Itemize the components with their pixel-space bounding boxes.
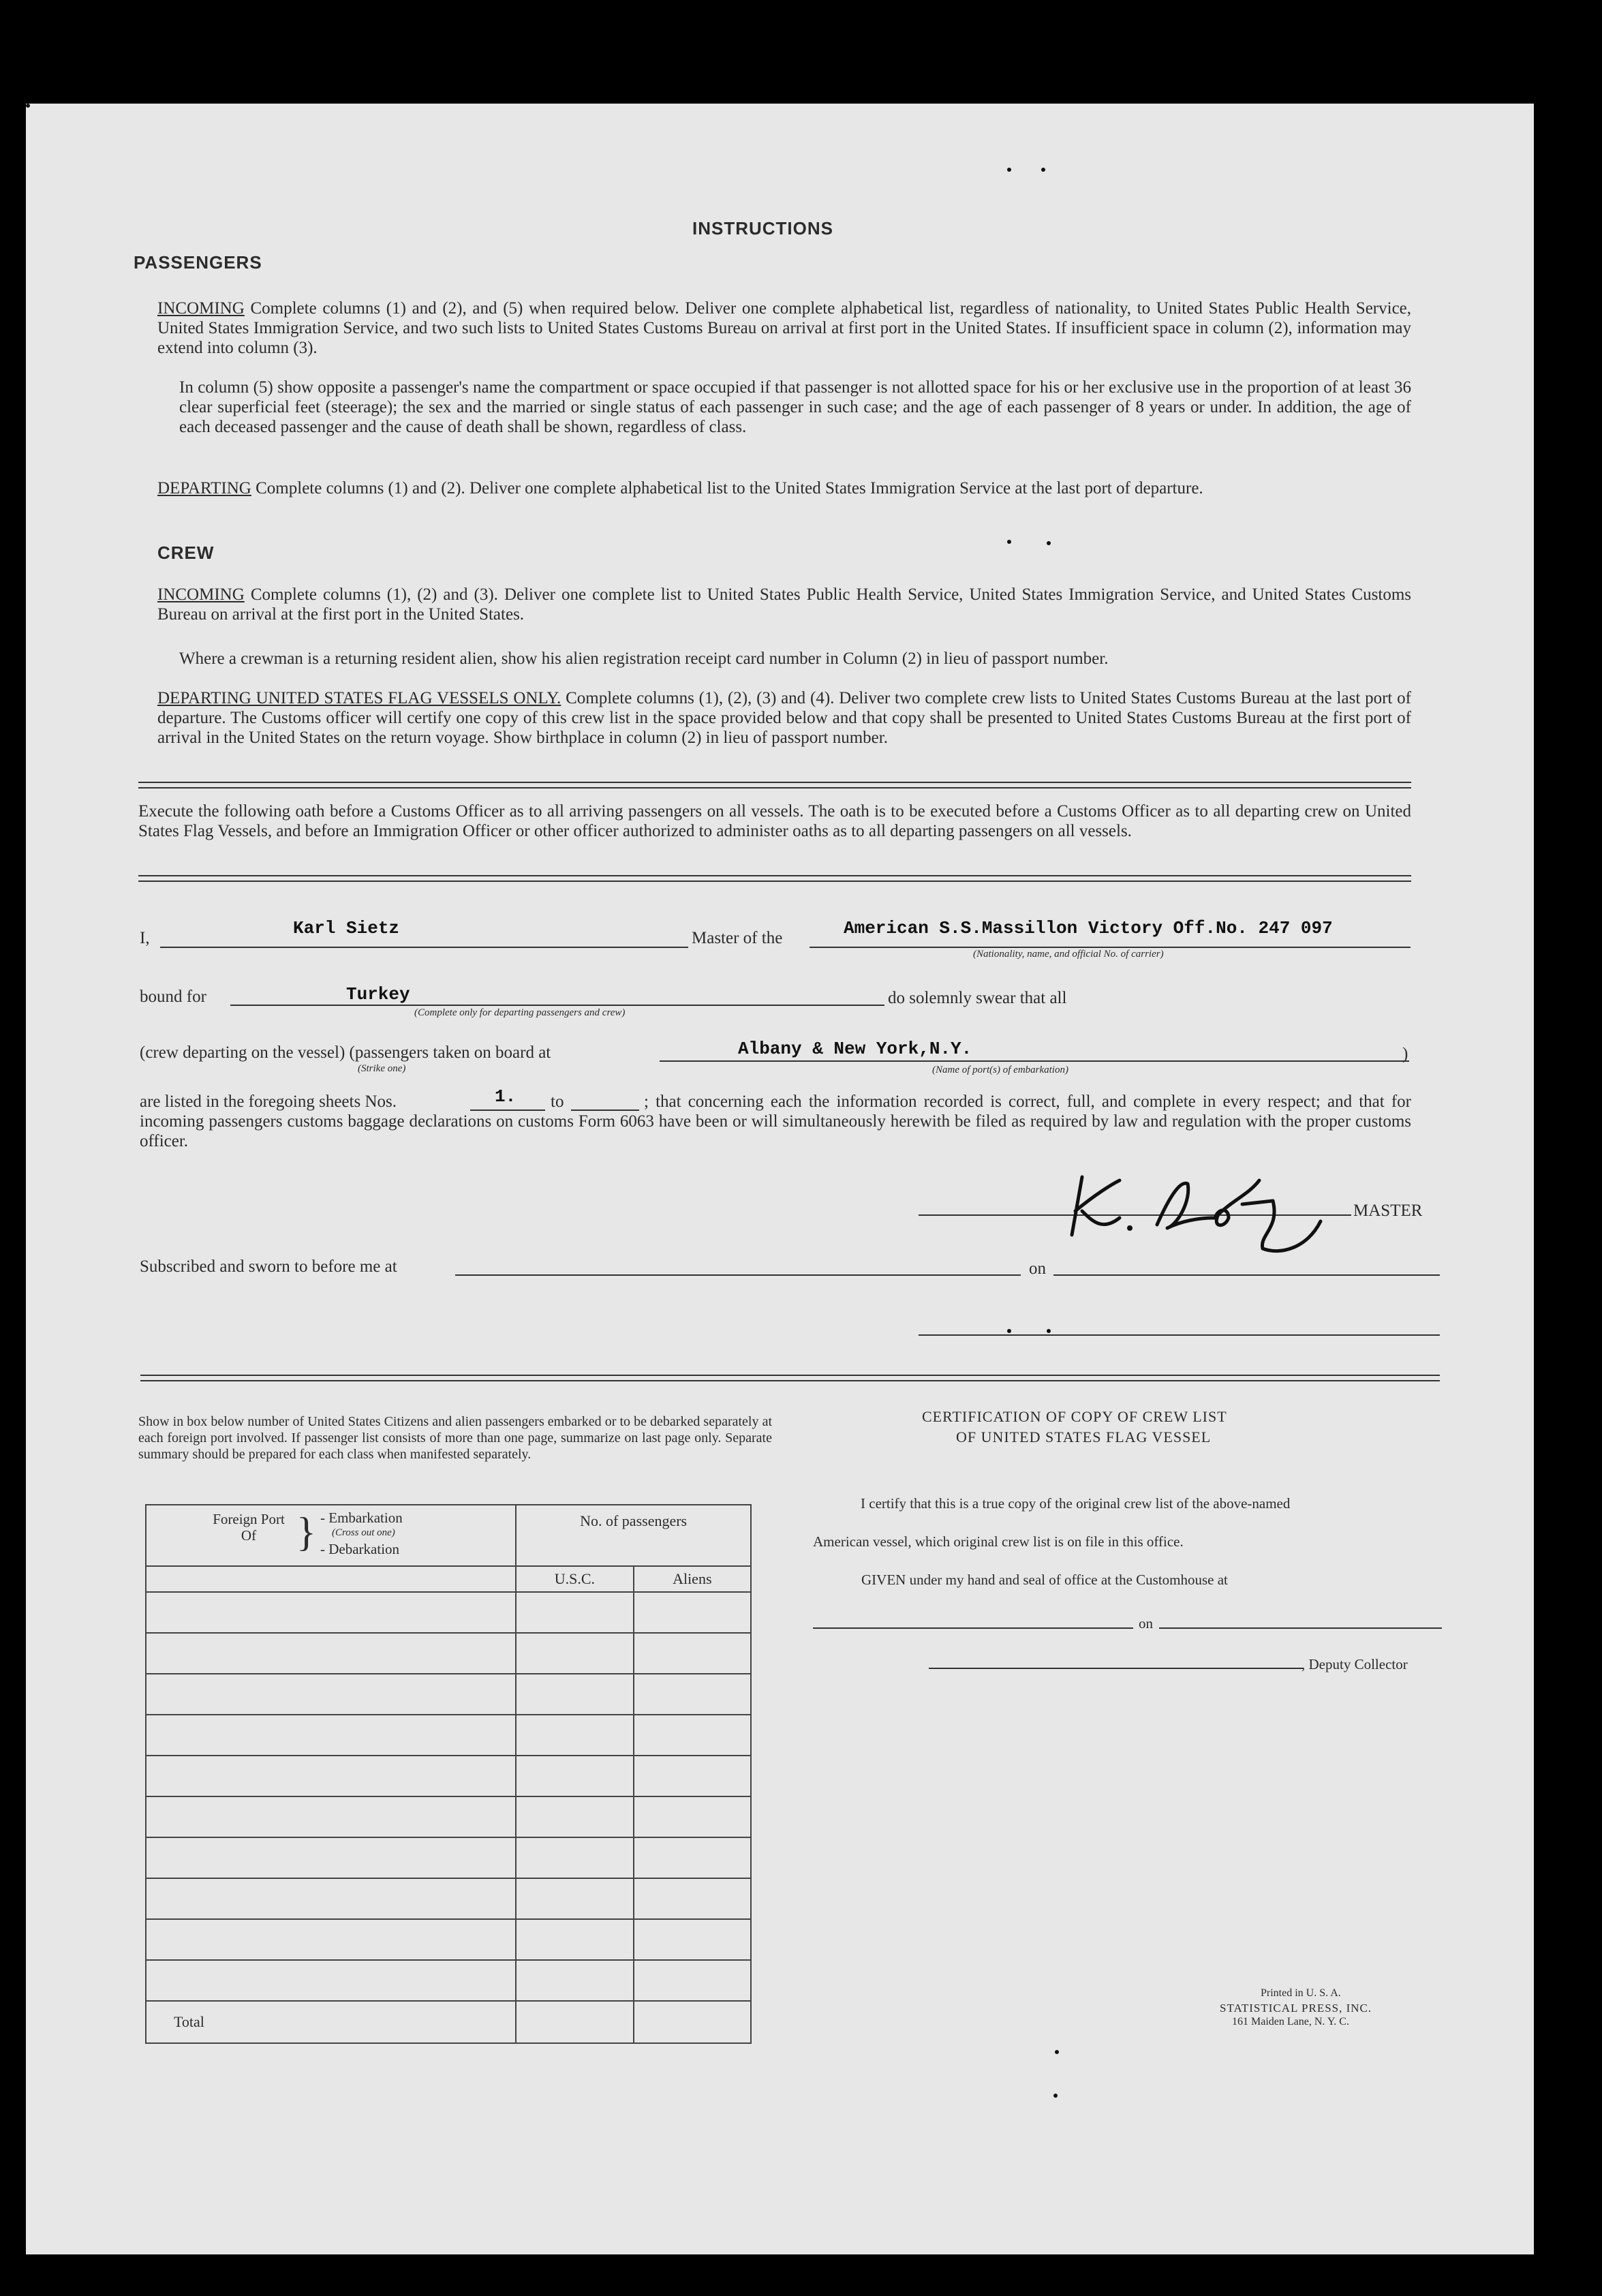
- usc-cell[interactable]: [516, 1715, 633, 1756]
- printer-line-1: Printed in U. S. A.: [1261, 1987, 1341, 1999]
- crew-incoming-label: INCOMING: [157, 585, 245, 604]
- swear-text: do solemnly swear that all: [888, 989, 1067, 1007]
- scan-speck: [1007, 168, 1011, 172]
- usc-cell[interactable]: [516, 1756, 633, 1796]
- crew-departing-label: DEPARTING UNITED STATES FLAG VESSELS ONLY.: [157, 689, 561, 707]
- certification-line-1: I certify that this is a true copy of the original crew list of the above-named: [861, 1495, 1291, 1512]
- to-label: to: [551, 1092, 564, 1111]
- crew-incoming-paragraph: [157, 585, 1411, 624]
- scan-speck: [1055, 2050, 1059, 2054]
- passengers-incoming-label: INCOMING: [157, 299, 245, 318]
- vessel-line: [810, 947, 1411, 948]
- foreign-port-of-label: Foreign Port Of: [213, 1511, 285, 1544]
- usc-total-cell[interactable]: [516, 2001, 633, 2043]
- usc-cell[interactable]: [516, 1837, 633, 1878]
- divider-2: [138, 875, 1411, 882]
- total-label: Total: [146, 2001, 516, 2043]
- destination-line: [230, 1005, 884, 1006]
- aliens-cell[interactable]: [634, 1633, 751, 1674]
- master-signature: [1055, 1153, 1327, 1255]
- printer-line-3: 161 Maiden Lane, N. Y. C.: [1232, 2016, 1349, 2027]
- usc-cell[interactable]: [516, 1878, 633, 1919]
- subscribed-date-line: [1053, 1274, 1440, 1276]
- bound-for-label: bound for: [140, 988, 206, 1006]
- printer-line-2: STATISTICAL PRESS, INC.: [1220, 2002, 1372, 2015]
- embarkation-label: - Embarkation: [320, 1510, 403, 1526]
- usc-cell[interactable]: [516, 1633, 633, 1674]
- table-row[interactable]: [146, 1674, 516, 1715]
- vessel-value: American S.S.Massillon Victory Off.No. 247 097: [844, 918, 1333, 938]
- certification-on-label: on: [1139, 1615, 1153, 1632]
- close-paren: ): [1402, 1045, 1408, 1063]
- deputy-collector-line: [929, 1668, 1304, 1669]
- passengers-incoming-text: Complete columns (1) and (2), and (5) when required below. Deliver one complete alphabetical list, regardless of nationality, to United States Public Health Service, United States Immigration Service, and two such lists to United States Customs Bureau on arrival at first port in the United States. If insufficient space in column (2), information may extend into column (3).: [157, 299, 1412, 357]
- resident-alien-paragraph: Where a crewman is a returning resident alien, show his alien registration receipt card number in Column (2) in lieu of passport number.: [179, 649, 1109, 668]
- vessel-caption: (Nationality, name, and official No. of carrier): [973, 949, 1164, 960]
- aliens-cell[interactable]: [634, 1960, 751, 2001]
- subscribed-label: Subscribed and sworn to before me at: [140, 1257, 397, 1276]
- divider-1: [138, 782, 1411, 789]
- aliens-cell[interactable]: [634, 1674, 751, 1715]
- usc-header: U.S.C.: [516, 1566, 633, 1592]
- table-row[interactable]: [146, 1919, 516, 1960]
- sheets-text: [140, 1092, 1411, 1151]
- cross-out-label: (Cross out one): [332, 1527, 395, 1538]
- crew-departing-option: (crew departing on the vessel) (passengers taken on board at: [140, 1043, 551, 1062]
- customhouse-line: [813, 1627, 1133, 1629]
- scan-speck: [1047, 1329, 1051, 1333]
- instructions-title: INSTRUCTIONS: [692, 218, 833, 239]
- scan-speck: [1041, 168, 1045, 172]
- subscribed-on-label: on: [1029, 1259, 1046, 1278]
- aliens-cell[interactable]: [634, 1715, 751, 1756]
- crew-departing-text: Complete columns (1), (2), (3) and (4). Deliver two complete crew lists to United States Customs Bureau at the last port of departure. The Customs officer will certify one copy of this crew list in the space provided below and that copy shall be presented to United States Customs Bureau at the first port of arrival in the United States on the return voyage. Show birthplace in column (2) in lieu of passport number.: [157, 689, 1411, 747]
- master-name-line: [160, 947, 688, 948]
- bracket-icon: }: [296, 1510, 316, 1555]
- crew-departing-paragraph: [157, 688, 1411, 748]
- table-row[interactable]: [146, 1837, 516, 1878]
- sheet-from-value: 1.: [495, 1086, 517, 1107]
- no-of-passengers-header: [516, 1505, 751, 1566]
- passengers-departing-text: Complete columns (1) and (2). Deliver one complete alphabetical list to the United States Immigration Service at the last port of departure.: [256, 479, 1203, 498]
- form-page: [26, 104, 1534, 2254]
- aliens-cell[interactable]: [634, 1837, 751, 1878]
- usc-cell[interactable]: [516, 1919, 633, 1960]
- ports-value: Albany & New York,N.Y.: [738, 1039, 972, 1059]
- scan-speck: [1007, 540, 1011, 544]
- scan-speck: [1053, 2094, 1058, 2098]
- table-row[interactable]: [146, 1592, 516, 1633]
- deputy-collector-label: , Deputy Collector: [1301, 1656, 1408, 1672]
- master-label: MASTER: [1353, 1201, 1423, 1220]
- table-row[interactable]: [146, 1756, 516, 1796]
- usc-cell[interactable]: [516, 1960, 633, 2001]
- no-of-passengers-label: No. of passengers: [580, 1512, 688, 1529]
- aliens-total-cell[interactable]: [634, 2001, 751, 2043]
- oath-i-label: I,: [140, 929, 150, 947]
- passengers-departing-paragraph: [157, 478, 1411, 498]
- destination-value: Turkey: [346, 984, 410, 1005]
- debarkation-label: - Debarkation: [320, 1541, 400, 1557]
- summary-note: Show in box below number of United States Citizens and alien passengers embarked or to be debarked separately at each foreign port involved. If passenger list consists of more than one page, summarize on last page only. Separate summary should be prepared for each class when manifested separately.: [138, 1414, 772, 1462]
- scan-speck: [26, 104, 30, 108]
- destination-caption: (Complete only for departing passengers and crew): [414, 1007, 626, 1018]
- aliens-cell[interactable]: [634, 1878, 751, 1919]
- master-of-the-label: Master of the: [692, 929, 783, 947]
- column5-paragraph: In column (5) show opposite a passenger's name the compartment or space occupied if that passenger is not allotted space for his or her exclusive use in the proportion of at least 36 clear superficial feet (steerage); the sex and the married or single status of each passenger in such case; and the age of each passenger of 8 years or under. In addition, the age of each deceased passenger and the cause of death shall be shown, regardless of class.: [179, 378, 1411, 436]
- usc-cell[interactable]: [516, 1796, 633, 1837]
- oath-intro-paragraph: Execute the following oath before a Customs Officer as to all arriving passengers on all vessels. The oath is to be executed before a Customs Officer as to all departing crew on United States Flag Vessels, and before an Immigration Officer or other officer authorized to administer oaths as to all departing passengers on all vessels.: [138, 802, 1411, 840]
- divider-3: [140, 1375, 1440, 1381]
- crew-incoming-text: Complete columns (1), (2) and (3). Deliver one complete list to United States Public Health Service, United States Immigration Service, and United States Customs Bureau on arrival at the first port in the United States.: [157, 585, 1411, 624]
- subscribed-place-line: [455, 1274, 1021, 1276]
- aliens-cell[interactable]: [634, 1919, 751, 1960]
- passenger-summary-table: [145, 1504, 752, 2044]
- scan-speck: [1047, 541, 1051, 545]
- scan-speck: [1007, 1329, 1011, 1333]
- passengers-heading: PASSENGERS: [134, 252, 262, 273]
- usc-cell[interactable]: [516, 1592, 633, 1633]
- aliens-header: Aliens: [634, 1566, 751, 1592]
- usc-cell[interactable]: [516, 1674, 633, 1715]
- table-row[interactable]: [146, 1878, 516, 1919]
- master-name-value: Karl Sietz: [293, 918, 400, 938]
- passengers-incoming-paragraph: [157, 299, 1411, 358]
- passengers-departing-label: DEPARTING: [157, 479, 251, 498]
- certification-line-3: GIVEN under my hand and seal of office at the Customhouse at: [861, 1572, 1228, 1588]
- sheets-label: are listed in the foregoing sheets Nos.: [140, 1092, 397, 1111]
- certification-line-2: American vessel, which original crew list is on file in this office.: [813, 1533, 1184, 1550]
- sheets-text-content: ; that concerning each the information recorded is correct, full, and complete in every respect; and that for incoming passengers customs baggage declarations on customs Form 6063 have been or will simultaneously herewith be filed as required by law and regulation with the proper customs officer.: [140, 1092, 1411, 1150]
- table-row[interactable]: [146, 1633, 516, 1674]
- table-row[interactable]: [146, 1960, 516, 2001]
- strike-one-caption: (Strike one): [358, 1063, 406, 1074]
- certification-date-line: [1159, 1627, 1442, 1629]
- certification-title-1: CERTIFICATION OF COPY OF CREW LIST: [922, 1408, 1227, 1425]
- crew-heading: CREW: [157, 542, 215, 563]
- ports-caption: (Name of port(s) of embarkation): [932, 1065, 1068, 1075]
- aliens-cell[interactable]: [634, 1592, 751, 1633]
- port-header-cell: [146, 1505, 516, 1566]
- table-row[interactable]: [146, 1796, 516, 1837]
- certification-title-2: OF UNITED STATES FLAG VESSEL: [956, 1428, 1212, 1445]
- ports-line: [660, 1060, 1409, 1062]
- table-row[interactable]: [146, 1715, 516, 1756]
- officer-signature-line: [919, 1334, 1440, 1336]
- aliens-cell[interactable]: [634, 1796, 751, 1837]
- aliens-cell[interactable]: [634, 1756, 751, 1796]
